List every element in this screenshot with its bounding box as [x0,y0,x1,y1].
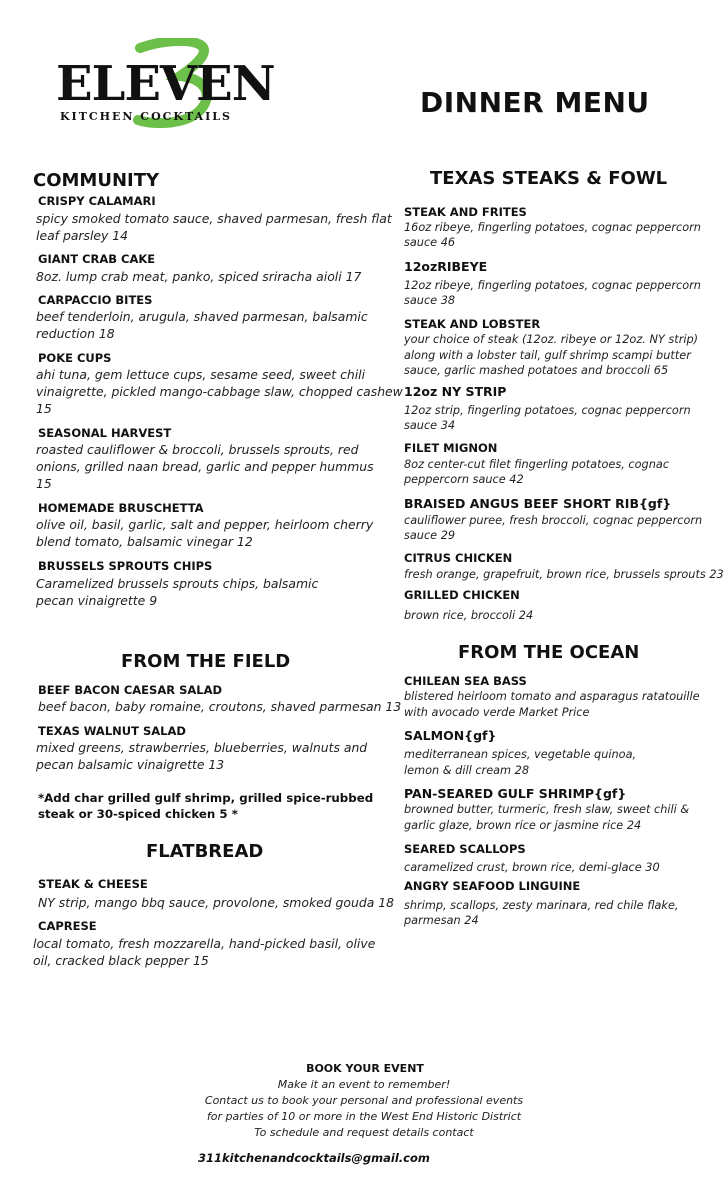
brand-tagline: KITCHEN COCKTAILS [60,110,232,123]
booking-line: Contact us to book your personal and professional events [204,1094,524,1107]
item-desc: vinaigrette, pickled mango-cabbage slaw, chopped cashew [36,384,403,399]
item-desc: 8oz. lump crab meat, panko, spiced sriracha aioli 17 [36,269,362,284]
section-heading-community: COMMUNITY [33,170,160,191]
item-desc: blistered heirloom tomato and asparagus ratatouille [404,690,700,703]
item-desc: sauce 29 [404,529,456,542]
contact-email-link[interactable]: 311kitchenandcocktails@gmail.com [198,1151,430,1165]
item-name: BRAISED ANGUS BEEF SHORT RIB{gf} [404,496,672,511]
item-name: STEAK AND FRITES [404,205,527,219]
item-desc: mixed greens, strawberries, blueberries, walnuts and [36,740,368,755]
section-heading-steaks: TEXAS STEAKS & FOWL [430,168,668,189]
item-name: STEAK & CHEESE [38,877,148,891]
item-desc: sauce 34 [404,419,456,432]
add-on-note: steak or 30-spiced chicken 5 * [38,807,238,821]
section-heading-flatbread: FLATBREAD [146,841,264,862]
item-desc: local tomato, fresh mozzarella, hand-picked basil, olive [33,936,376,951]
item-desc: 15 [36,401,52,416]
item-name: PAN-SEARED GULF SHRIMP{gf} [404,786,627,801]
item-name: BEEF BACON CAESAR SALAD [38,683,223,697]
item-desc: Caramelized brussels sprouts chips, balsamic [36,576,319,591]
item-name: HOMEMADE BRUSCHETTA [38,501,204,515]
item-desc: olive oil, basil, garlic, salt and pepper, heirloom cherry [36,517,374,532]
item-desc: beef bacon, baby romaine, croutons, shaved parmesan 13 [38,699,402,714]
item-desc: beef tenderloin, arugula, shaved parmesan, balsamic [36,309,368,324]
item-desc: 15 [36,476,52,491]
page-title: DINNER MENU [420,86,650,119]
item-desc: spicy smoked tomato sauce, shaved parmesan, fresh flat [36,211,392,226]
item-desc: 12oz strip, fingerling potatoes, cognac peppercorn [404,404,691,417]
item-desc: fresh orange, grapefruit, brown rice, brussels sprouts 23 [404,568,724,581]
item-desc: blend tomato, balsamic vinegar 12 [36,534,253,549]
item-name: POKE CUPS [38,351,112,365]
item-desc: garlic glaze, brown rice or jasmine rice 24 [404,819,642,832]
booking-line: for parties of 10 or more in the West End Historic District [206,1110,522,1123]
item-desc: onions, grilled naan bread, garlic and pepper hummus [36,459,374,474]
item-name: 12oz NY STRIP [404,384,507,399]
item-name: 12ozRIBEYE [404,259,488,274]
item-desc: browned butter, turmeric, fresh slaw, sweet chili & [404,803,690,816]
section-heading-field: FROM THE FIELD [121,651,291,672]
item-name: CAPRESE [38,919,97,933]
brand-name: ELEVEN [56,56,275,112]
item-desc: peppercorn sauce 42 [404,473,524,486]
item-name: STEAK AND LOBSTER [404,317,541,331]
item-desc: sauce 38 [404,294,456,307]
item-name: ANGRY SEAFOOD LINGUINE [404,879,581,893]
item-desc: oil, cracked black pepper 15 [33,953,209,968]
item-desc: caramelized crust, brown rice, demi-glace 30 [404,861,660,874]
item-name: SEARED SCALLOPS [404,842,526,856]
booking-line: To schedule and request details contact [254,1126,474,1139]
item-desc: 12oz ribeye, fingerling potatoes, cognac peppercorn [404,279,701,292]
item-desc: reduction 18 [36,326,115,341]
item-name: GIANT CRAB CAKE [38,252,156,266]
booking-footer [0,1062,728,1141]
item-name: TEXAS WALNUT SALAD [38,724,186,738]
item-desc: cauliflower puree, fresh broccoli, cognac peppercorn [404,514,703,527]
item-desc: sauce, garlic mashed potatoes and broccoli 65 [404,364,669,377]
item-desc: sauce 46 [404,236,456,249]
item-name: FILET MIGNON [404,441,498,455]
item-desc: roasted cauliflower & broccoli, brussels sprouts, red [36,442,359,457]
booking-line: Make it an event to remember! [277,1078,451,1091]
item-name: SEASONAL HARVEST [38,426,172,440]
item-name: CITRUS CHICKEN [404,551,513,565]
item-desc: mediterranean spices, vegetable quinoa, [404,748,637,761]
item-name: CARPACCIO BITES [38,293,153,307]
item-desc: lemon & dill cream 28 [404,764,530,777]
item-desc: shrimp, scallops, zesty marinara, red chile flake, [404,899,679,912]
item-desc: your choice of steak (12oz. ribeye or 12oz. NY strip) [404,333,699,346]
item-desc: with avocado verde Market Price [404,706,590,719]
item-desc: ahi tuna, gem lettuce cups, sesame seed, sweet chili [36,367,366,382]
item-desc: leaf parsley 14 [36,228,129,243]
item-desc: 16oz ribeye, fingerling potatoes, cognac peppercorn [404,221,701,234]
item-name: GRILLED CHICKEN [404,588,520,602]
item-desc: brown rice, broccoli 24 [404,609,534,622]
item-name: BRUSSELS SPROUTS CHIPS [38,559,213,573]
item-desc: 8oz center-cut filet fingerling potatoes, cognac [404,458,670,471]
item-name: CHILEAN SEA BASS [404,674,527,688]
brand-logo [52,38,292,138]
item-desc: NY strip, mango bbq sauce, provolone, smoked gouda 18 [38,895,395,910]
item-desc: pecan vinaigrette 9 [36,593,158,608]
item-name: CRISPY CALAMARI [38,194,156,208]
item-desc: parmesan 24 [404,914,479,927]
section-heading-ocean: FROM THE OCEAN [458,642,640,663]
booking-title: BOOK YOUR EVENT [306,1062,424,1075]
add-on-note: *Add char grilled gulf shrimp, grilled spice-rubbed [38,791,374,805]
item-desc: along with a lobster tail, gulf shrimp scampi butter [404,349,691,362]
item-name: SALMON{gf} [404,728,497,743]
item-desc: pecan balsamic vinaigrette 13 [36,757,225,772]
